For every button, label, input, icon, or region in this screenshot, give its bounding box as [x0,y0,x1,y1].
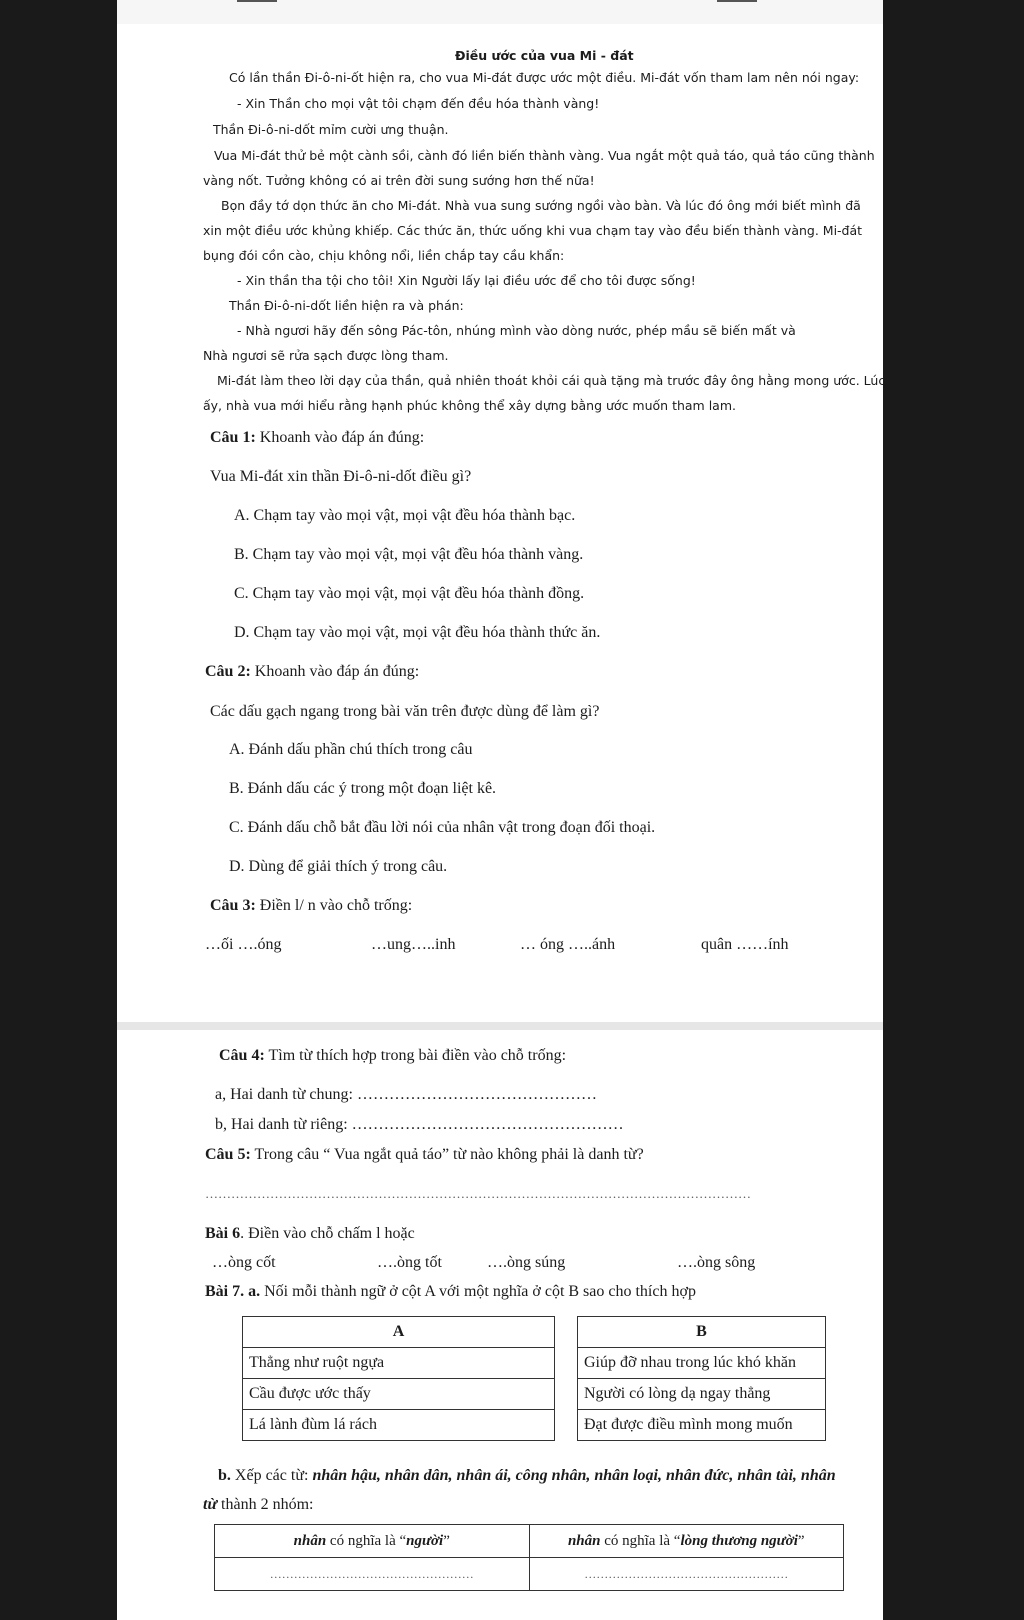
idiom-item: Lá lành đùm lá rách [243,1410,555,1441]
passage-line: Bọn đầy tớ dọn thức ăn cho Mi-đát. Nhà vua sung sướng ngồi vào bàn. Và lúc đó ông mới biết mình đã [221,198,861,213]
question-1-option-c: C. Chạm tay vào mọi vật, mọi vật đều hóa thành đồng. [234,585,585,602]
exercise-7b-text-cont: từ thành 2 nhóm: [203,1496,314,1513]
top-page-strip [117,0,883,24]
question-4-a: a, Hai danh từ chung: ……………………………………… [215,1086,597,1103]
passage-line: Vua Mi-đát thử bẻ một cành sồi, cành đó liền biến thành vàng. Vua ngắt một quả táo, quả táo cũng thành [214,148,875,163]
column-a-table [242,1316,555,1441]
column-b-header: B [578,1317,826,1348]
group-1-blank: …………………………………………… [215,1558,530,1591]
passage-line: - Nhà ngươi hãy đến sông Pác-tôn, nhúng mình vào dòng nước, phép mầu sẽ biến mất và [237,323,796,338]
question-5-heading: Câu 5: Trong câu “ Vua ngắt quả táo” từ nào không phải là danh từ? [205,1146,644,1163]
question-1-option-a: A. Chạm tay vào mọi vật, mọi vật đều hóa thành bạc. [234,507,576,524]
question-2-option-b: B. Đánh dấu các ý trong một đoạn liệt kê. [229,780,497,797]
question-2-option-c: C. Đánh dấu chỗ bắt đầu lời nói của nhân vật trong đoạn đối thoại. [229,819,656,836]
passage-line: bụng đói cồn cào, chịu không nổi, liền chắp tay cầu khẩn: [203,248,565,263]
page-divider [117,1022,883,1030]
passage-line: Thần Đi-ô-ni-dốt mỉm cười ưng thuận. [213,122,449,137]
question-1-heading: Câu 1: Khoanh vào đáp án đúng: [210,429,425,446]
question-3-item: …ung…..inh [371,936,456,953]
question-2-text: Các dấu gạch ngang trong bài văn trên được dùng để làm gì? [210,703,600,720]
question-2-option-d: D. Dùng để giải thích ý trong câu. [229,858,448,875]
document-page-2 [117,1030,883,1620]
passage-line: xin một điều ước khủng khiếp. Các thức ăn, thức uống khi vua chạm tay vào đều biến thành vàng. Mi-đát [203,223,863,238]
question-1-option-d: D. Chạm tay vào mọi vật, mọi vật đều hóa thành thức ăn. [234,624,601,641]
meaning-item: Đạt được điều mình mong muốn [578,1410,826,1441]
passage-line: - Xin thần tha tội cho tôi! Xin Người lấy lại điều ước để cho tôi được sống! [237,273,696,288]
passage-line: Thần Đi-ô-ni-dốt liền hiện ra và phán: [229,298,464,313]
idiom-item: Thẳng như ruột ngựa [243,1348,555,1379]
question-4-heading: Câu 4: Tìm từ thích hợp trong bài điền vào chỗ trống: [219,1047,567,1064]
passage-line: vàng nốt. Tưởng không có ai trên đời sung sướng hơn thế nữa! [203,173,595,188]
question-1-text: Vua Mi-đát xin thần Đi-ô-ni-dốt điều gì? [210,468,472,485]
document-page-1 [117,24,886,1022]
exercise-7b-text: b. Xếp các từ: nhân hậu, nhân dân, nhân ái, công nhân, nhân loại, nhân đức, nhân tài, nhân [218,1467,836,1484]
passage-line: Nhà ngươi sẽ rửa sạch được lòng tham. [203,348,449,363]
group-1-header: nhân có nghĩa là “người” [215,1525,530,1558]
question-2-heading: Câu 2: Khoanh vào đáp án đúng: [205,663,420,680]
exercise-6-heading: Bài 6. Điền vào chỗ chấm l hoặc [205,1225,415,1242]
passage-line: ấy, nhà vua mới hiểu rằng hạnh phúc không thể xây dựng bằng ước muốn tham lam. [203,398,736,413]
passage-line: - Xin Thần cho mọi vật tôi chạm đến đều hóa thành vàng! [237,96,600,111]
exercise-6-item: …òng cốt [212,1254,276,1271]
question-4-b: b, Hai danh từ riêng: …………………………………………… [215,1116,624,1133]
exercise-6-item: ….òng sông [677,1254,756,1271]
word-group-table [214,1524,844,1591]
passage-line: Mi-đát làm theo lời dạy của thần, quả nhiên thoát khỏi cái quà tặng mà trước đây ông hằng mong ước. Lúc [217,373,886,388]
question-3-item: … óng …..ánh [520,936,616,953]
column-b-table [577,1316,826,1441]
passage-title: Điều ước của vua Mi - đát [455,48,634,63]
column-a-header: A [243,1317,555,1348]
page-edge-mark [237,0,277,2]
exercise-6-item: ….òng tốt [377,1254,442,1271]
exercise-7-heading: Bài 7. a. Nối mỗi thành ngữ ở cột A với một nghĩa ở cột B sao cho thích hợp [205,1283,696,1300]
page-edge-mark [717,0,757,2]
group-2-header: nhân có nghĩa là “lòng thương người” [529,1525,844,1558]
group-2-blank: …………………………………………… [529,1558,844,1591]
question-5-answer-line: ……………………………………………………………………………………………………………… [205,1186,751,1201]
meaning-item: Giúp đỡ nhau trong lúc khó khăn [578,1348,826,1379]
meaning-item: Người có lòng dạ ngay thẳng [578,1379,826,1410]
question-2-option-a: A. Đánh dấu phần chú thích trong câu [229,741,473,758]
idiom-item: Cầu được ước thấy [243,1379,555,1410]
question-1-option-b: B. Chạm tay vào mọi vật, mọi vật đều hóa thành vàng. [234,546,584,563]
question-3-heading: Câu 3: Điền l/ n vào chỗ trống: [210,897,413,914]
passage-line: Có lần thần Đi-ô-ni-ốt hiện ra, cho vua Mi-đát được ước một điều. Mi-đát vốn tham lam nên nói ngay: [229,70,860,85]
question-3-item: …ối ….óng [205,936,282,953]
exercise-6-item: ….òng súng [487,1254,566,1271]
question-3-item: quân ……ính [701,936,789,953]
